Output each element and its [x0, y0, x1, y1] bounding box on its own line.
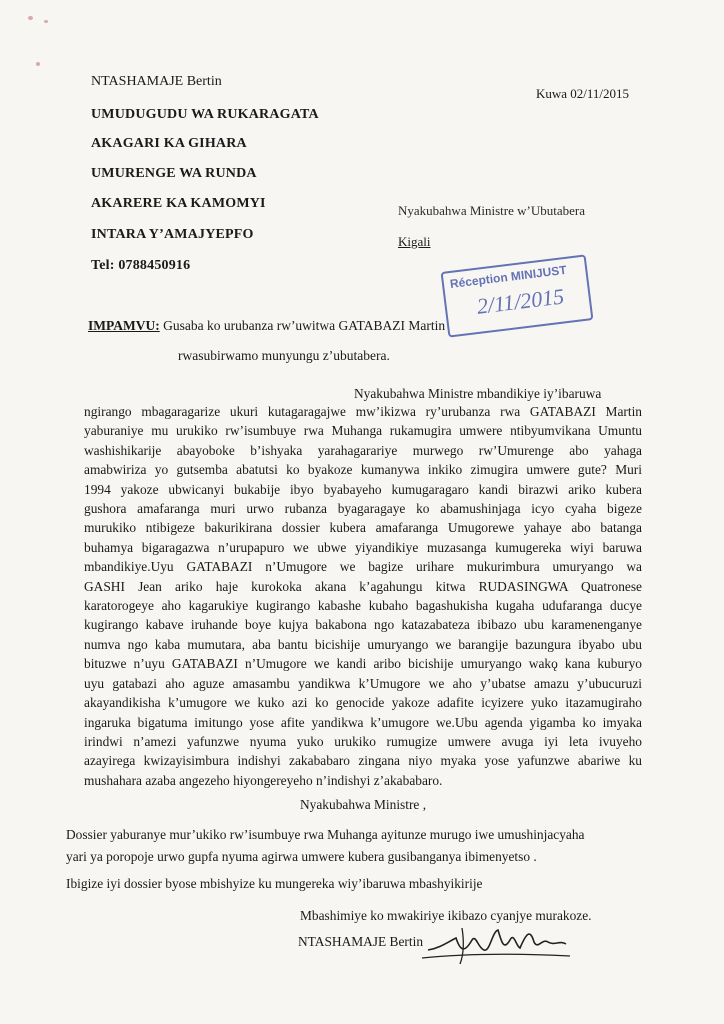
- body-line: ngirango mbagaragarize ukuri kutagaragajwe mw’ikizwa ry’urubanza rwa GATABAZI Martin: [84, 404, 642, 419]
- para2-line2: yari ya poropoje urwo gupfa nyuma agirwa umwere kubera gusibanganya ibimenyetso .: [66, 849, 537, 864]
- body-line: numva ngo kaba mumutara, aba bantu bicishije umuryango we barangije bazungura ibyabo ubu: [84, 636, 642, 652]
- sender-province: INTARA Y’AMAJYEPFO: [91, 227, 254, 242]
- body-line: kugirango kabave iruhande boye kujya bakabona ngo katazabateza ibibazo ubu karamenenganye: [84, 617, 642, 633]
- subject-label: IMPAMVU:: [88, 318, 160, 333]
- body-line: GASHI Jean ariko haje kurokoka akana k’agahungu kitwa RUDASINGWA Quatronese: [84, 578, 642, 594]
- sender-tel: Tel: 0788450916: [91, 258, 191, 273]
- closing-line: Mbashimiye ko mwakiriye ikibazo cyanjye murakoze.: [300, 908, 592, 923]
- body-line: irindwi n’amezi yafunzwe nyuma yuko urukiko rumugize umwere avuga iyi leta ivuyeho: [84, 733, 642, 749]
- para3: Ibigize iyi dossier byose mbishyize ku mungereka wiy’ibaruwa mbashyikirije: [66, 876, 483, 891]
- body-line: mushahara azaba angezeho hiyongereyeho n’indishyi z’akababaro.: [84, 772, 443, 788]
- body-line: 1994 yakoze ubwicanyi bukabije ibyo byabayeho kumugaragaro kandi birazwi ariko kubera: [84, 481, 642, 497]
- body-line: uyu gatabazi aho aguze amasambu yandikwa k’Umugore we aho y’ubatse amazu y’ubucuruzi: [84, 675, 642, 691]
- reception-stamp: [441, 254, 594, 337]
- ink-smudge: [28, 16, 33, 20]
- body-paragraph: [84, 402, 642, 790]
- body-line: mbandikiye.Uyu GATABAZI n’Umugore we bagize urihare mukurimbura umuryango wa: [84, 559, 642, 575]
- handwritten-signature: [420, 920, 580, 970]
- subject-continuation: rwasubirwamo munyungu z’ubutabera.: [178, 348, 390, 363]
- letter-date: Kuwa 02/11/2015: [536, 86, 630, 101]
- body-line: murukiko ntibigeze bakurikirana dossier kubera amafaranga Umugorewe yahaye abo batanga: [84, 520, 642, 536]
- body-line: azayirega kwizayisimbura indishyi zakababaro zingana niyo myaka yose yafunzwe abariwe ku: [84, 753, 642, 769]
- para2-line1: Dossier yaburanye mur’ukiko rw’isumbuye rwa Muhanga ayitunze murugo iwe umushinjacyaha: [66, 827, 585, 842]
- subject-text: Gusaba ko urubanza rw’uwitwa GATABAZI Martin: [159, 318, 446, 333]
- body-line: washishikarije abayoboke b’ishyaka yarahagarariye murwego rw’Umurenge abo yahaga: [84, 442, 642, 458]
- recipient-title: Nyakubahwa Ministre w’Ubutabera: [398, 203, 585, 218]
- sender-sector: UMURENGE WA RUNDA: [91, 166, 257, 181]
- body-line: yaburaniye mu urukiko rw’isumbuye rwa Muhanga rukamugira umwere ntibyumvikana Umuntu: [84, 423, 642, 439]
- sender-district: AKARERE KA KAMOMYI: [91, 196, 266, 211]
- body-line: karatorogeye aho kagarukiye kugirango kabashe kubaho bagashukisha kugaha udufaranga ducye: [84, 598, 642, 614]
- stamp-label: Réception MINIJUST: [449, 262, 568, 292]
- sender-village: UMUDUGUDU WA RUKARAGATA: [91, 107, 319, 122]
- ink-smudge: [36, 62, 40, 66]
- body-opening: Nyakubahwa Ministre mbandikiye iy’ibaruwa: [354, 386, 602, 401]
- body-line: akayandikisha k’umugore we kuko azi ko genocide yakoze adafite icyizere yuko itazamugiraho: [84, 695, 642, 711]
- sender-name: NTASHAMAJE Bertin: [91, 74, 222, 89]
- subject-line: [88, 318, 445, 334]
- body-line: gushora amafaranga muri urwo rubanza byagaragaye ko abamushinjaga icyo cyaha bigeze: [84, 501, 642, 517]
- body-line: ingaruka bigatuma imitungo yose afite yandikwa k’umugore we.Ubu agenda yigamba ko imyaka: [84, 714, 642, 730]
- body-line: buhamya bigaragazwa n’urupapuro we ubwe yiyandikiye muzasanga kumugereka wiyi baruwa: [84, 539, 642, 555]
- ink-smudge: [44, 20, 48, 23]
- body-line: amabwiriza yo gutsemba abatutsi ko byakoze kumanywa inkiko zimugira umwere gute? Muri: [84, 462, 642, 478]
- stamp-date: 2/11/2015: [475, 283, 566, 319]
- recipient-city: Kigali: [398, 234, 431, 249]
- salutation-2: Nyakubahwa Ministre ,: [300, 797, 427, 812]
- signature-name: NTASHAMAJE Bertin: [298, 934, 424, 949]
- sender-cell: AKAGARI KA GIHARA: [91, 136, 247, 151]
- body-line: bituzwe n’uyu GATABAZI n’Umugore we kandi aribo bicishije umuryango wakǫ kana kuburyo: [84, 656, 642, 672]
